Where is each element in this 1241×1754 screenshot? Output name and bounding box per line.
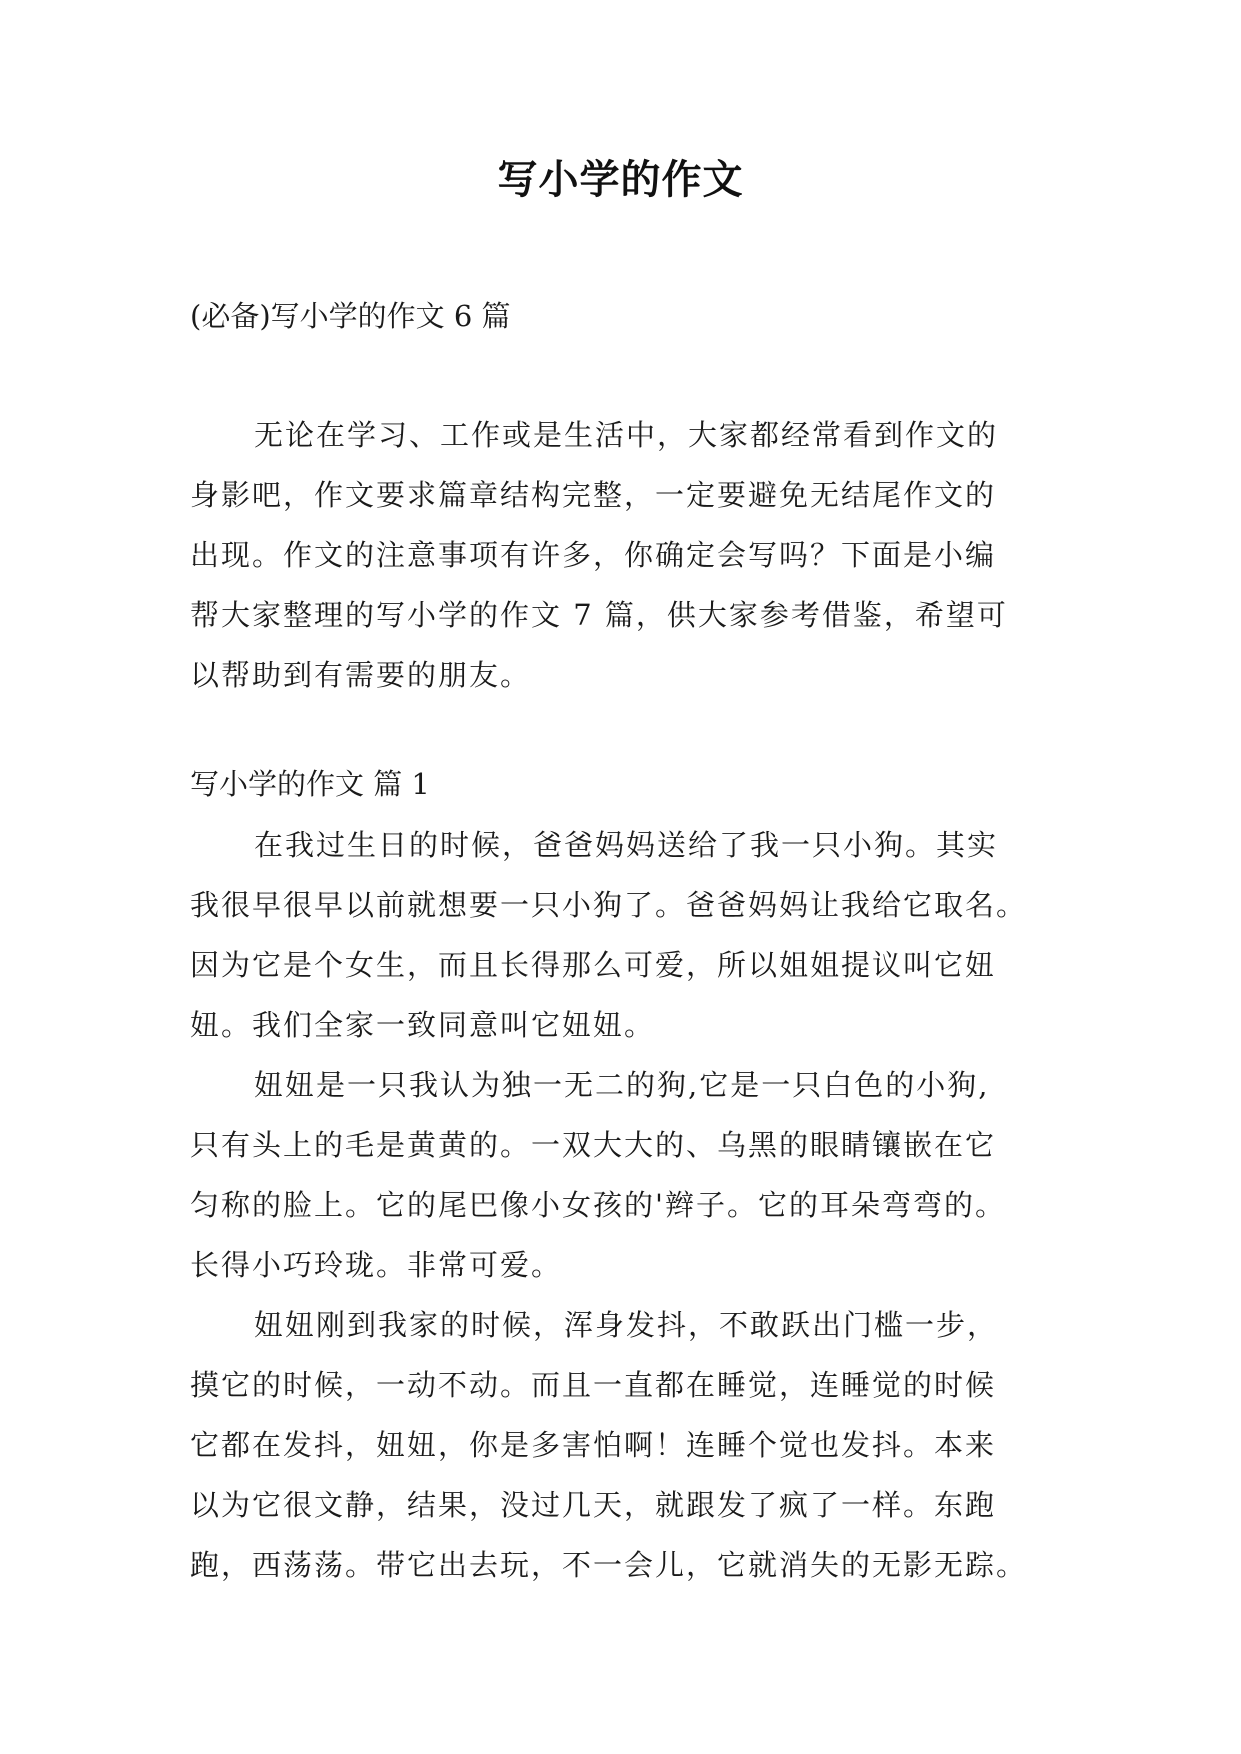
paragraph-line: 妞妞刚到我家的时候，浑身发抖，不敢跃出门槛一步， [254, 1308, 999, 1342]
essay-paragraph [190, 815, 1050, 1055]
essay-paragraph [190, 1055, 1050, 1295]
paragraph-line: 在我过生日的时候，爸爸妈妈送给了我一只小狗。其实 [254, 828, 999, 862]
paragraph-line: 以为它很文静，结果，没过几天，就跟发了疯了一样。东跑 [190, 1488, 997, 1522]
intro-line: 出现。作文的注意事项有许多，你确定会写吗？下面是小编 [190, 538, 997, 572]
paragraph-line: 只有头上的毛是黄黄的。一双大大的、乌黑的眼睛镶嵌在它 [190, 1128, 997, 1162]
intro-line: 身影吧，作文要求篇章结构完整，一定要避免无结尾作文的 [190, 478, 997, 512]
paragraph-line: 跑，西荡荡。带它出去玩，不一会儿，它就消失的无影无踪。 [190, 1548, 1028, 1582]
intro-line: 帮大家整理的写小学的作文 7 篇，供大家参考借鉴，希望可 [190, 598, 1008, 632]
paragraph-line: 我很早很早以前就想要一只小狗了。爸爸妈妈让我给它取名。 [190, 888, 1028, 922]
intro-line: 无论在学习、工作或是生活中，大家都经常看到作文的 [254, 418, 999, 452]
paragraph-line: 妞。我们全家一致同意叫它妞妞。 [190, 1008, 656, 1042]
paragraph-line: 长得小巧玲珑。非常可爱。 [190, 1248, 563, 1282]
intro-paragraph [190, 405, 1050, 705]
essay-paragraph [190, 1295, 1050, 1595]
document-subtitle: (必备)写小学的作文 6 篇 [190, 299, 511, 333]
document-title: 写小学的作文 [497, 157, 744, 203]
paragraph-line: 匀称的脸上。它的尾巴像小女孩的'辫子。它的耳朵弯弯的。 [190, 1188, 1006, 1222]
paragraph-line: 摸它的时候，一动不动。而且一直都在睡觉，连睡觉的时候 [190, 1368, 997, 1402]
paragraph-line: 因为它是个女生，而且长得那么可爱，所以姐姐提议叫它妞 [190, 948, 997, 982]
paragraph-line: 它都在发抖，妞妞，你是多害怕啊！连睡个觉也发抖。本来 [190, 1428, 997, 1462]
paragraph-line: 妞妞是一只我认为独一无二的狗,它是一只白色的小狗, [254, 1068, 990, 1102]
essay-body [190, 815, 1050, 1595]
intro-line: 以帮助到有需要的朋友。 [190, 658, 532, 692]
section-heading: 写小学的作文 篇 1 [190, 767, 430, 801]
